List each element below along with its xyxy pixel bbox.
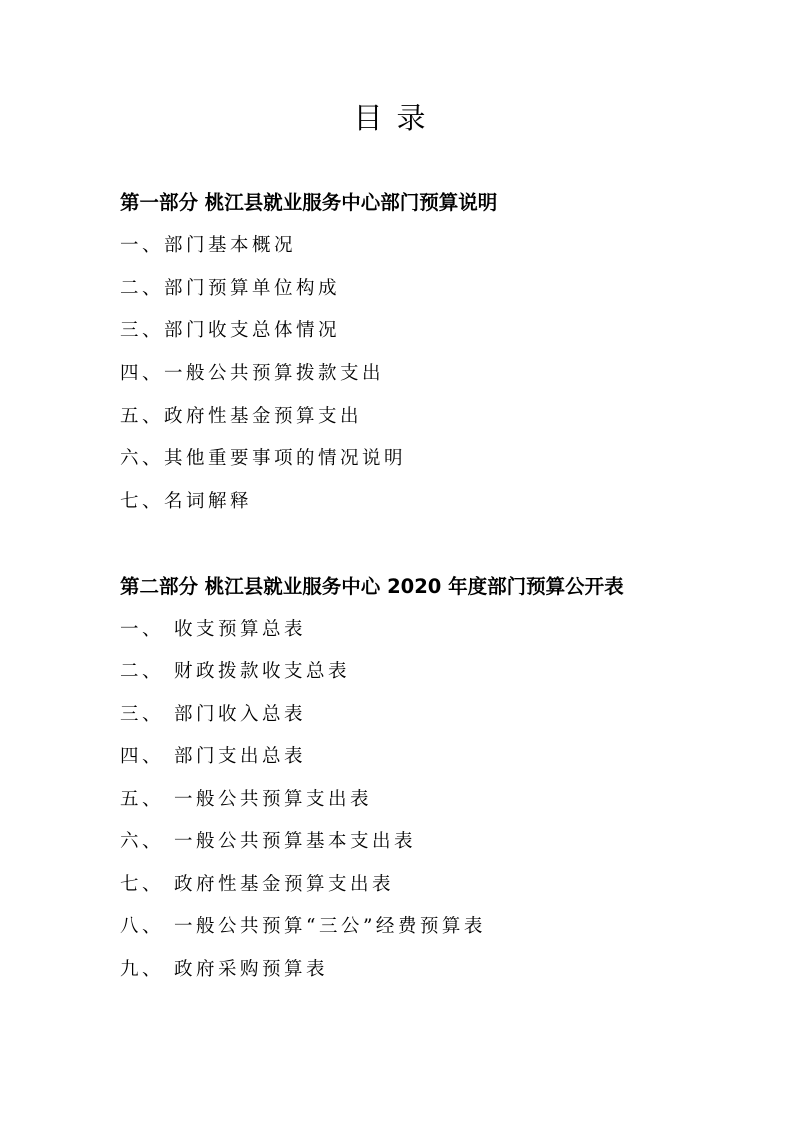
toc-item-number: 七、 [120, 491, 165, 512]
toc-item [120, 912, 486, 942]
toc-item-text: 部门基本概况 [164, 235, 297, 256]
toc-item-text: 部门收支总体情况 [164, 320, 341, 341]
toc-item-text: 政府性基金预算支出表 [174, 874, 395, 895]
toc-item-number: 二、 [120, 278, 165, 299]
toc-item-text: 名词解释 [164, 491, 253, 512]
page-title: 目录 [353, 101, 440, 135]
toc-item-text: 其他重要事项的情况说明 [164, 448, 407, 469]
toc-item [120, 742, 306, 772]
toc-item [120, 487, 252, 517]
toc-item [120, 359, 384, 389]
toc-item-number: 五、 [120, 406, 165, 427]
toc-item-text: 政府采购预算表 [174, 959, 329, 980]
toc-item-number: 四、 [120, 363, 165, 384]
toc-item-number: 五、 [120, 789, 165, 810]
toc-item-text: 一般公共预算“三公”经费预算表 [174, 916, 486, 937]
toc-item-number: 四、 [120, 746, 165, 767]
toc-item-number: 二、 [120, 661, 165, 682]
toc-item-number: 六、 [120, 831, 165, 852]
toc-item [120, 827, 416, 857]
toc-item-number: 七、 [120, 874, 165, 895]
toc-item-number: 六、 [120, 448, 165, 469]
toc-item-text: 部门支出总表 [174, 746, 307, 767]
toc-item [120, 785, 372, 815]
toc-item-text: 一般公共预算拨款支出 [164, 363, 385, 384]
toc-item-text: 收支预算总表 [174, 619, 307, 640]
toc-item-number: 一、 [120, 619, 165, 640]
toc-item [120, 700, 306, 730]
toc-item [120, 274, 340, 304]
part2-heading: 第二部分 桃江县就业服务中心 2020 年度部门预算公开表 [120, 575, 624, 598]
toc-item-number: 九、 [120, 959, 165, 980]
toc-item [120, 316, 340, 346]
toc-item-number: 三、 [120, 320, 165, 341]
toc-item-text: 一般公共预算支出表 [174, 789, 373, 810]
toc-item-number: 八、 [120, 916, 165, 937]
toc-item [120, 657, 350, 687]
toc-item-text: 财政拨款收支总表 [174, 661, 351, 682]
toc-item-number: 一、 [120, 235, 165, 256]
toc-item [120, 231, 296, 261]
toc-item [120, 402, 362, 432]
toc-item [120, 615, 306, 645]
toc-item-text: 一般公共预算基本支出表 [174, 831, 417, 852]
toc-item-number: 三、 [120, 704, 165, 725]
part1-heading: 第一部分 桃江县就业服务中心部门预算说明 [120, 191, 498, 214]
toc-item [120, 870, 394, 900]
toc-item-text: 部门预算单位构成 [164, 278, 341, 299]
toc-item-text: 部门收入总表 [174, 704, 307, 725]
toc-item-text: 政府性基金预算支出 [164, 406, 363, 427]
toc-item [120, 955, 328, 985]
toc-item [120, 444, 406, 474]
